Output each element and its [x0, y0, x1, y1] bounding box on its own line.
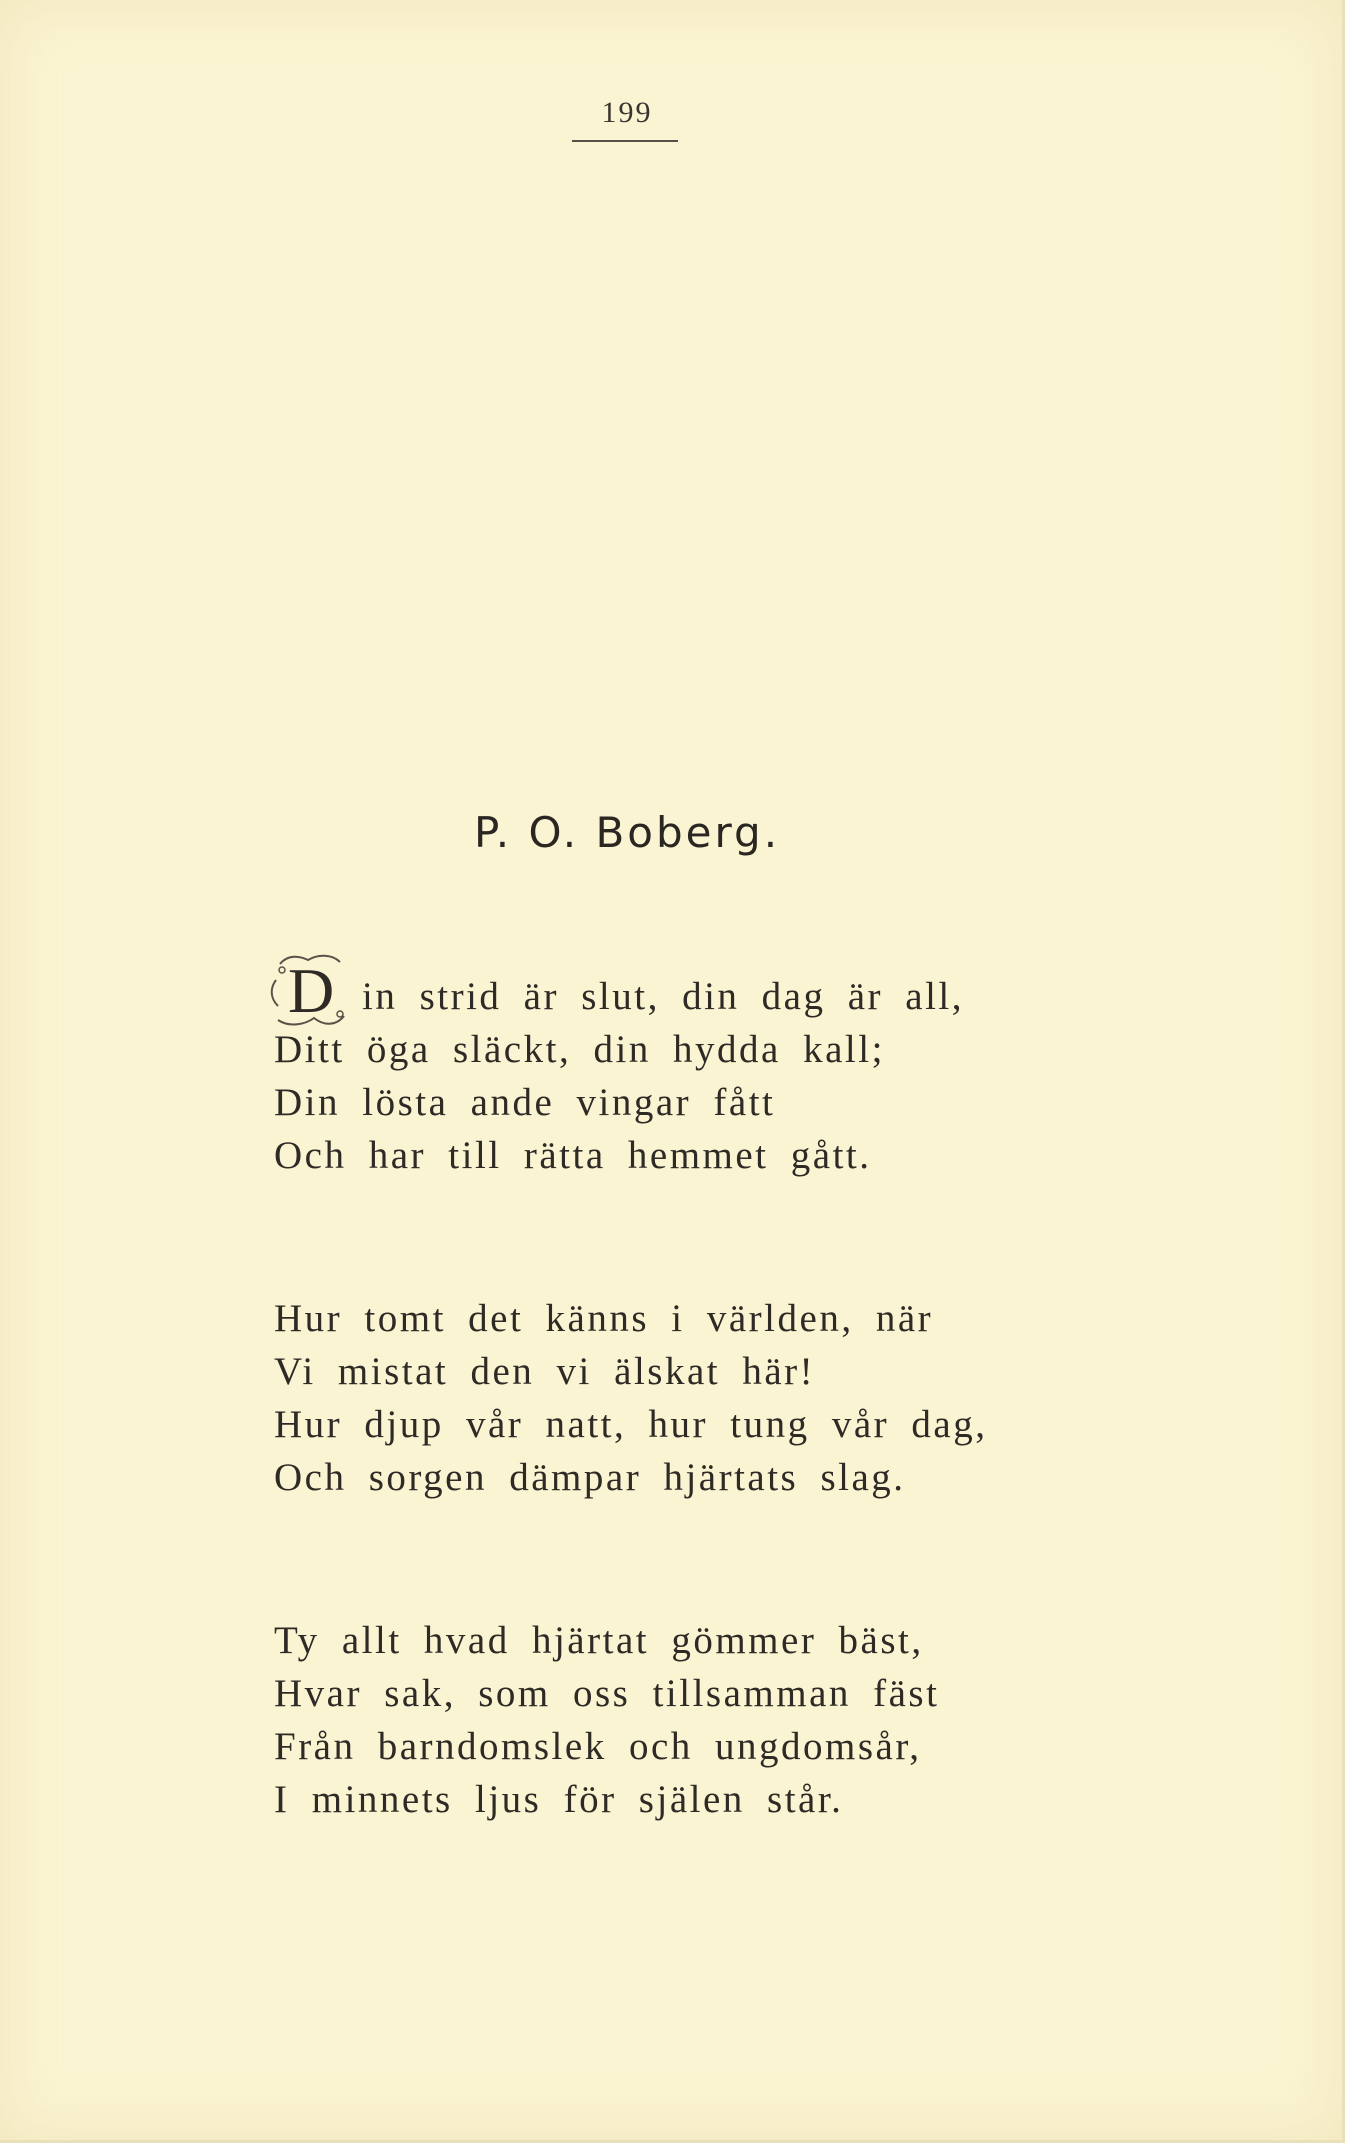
poem-line: Din lösta ande vingar fått [274, 1081, 776, 1124]
stanza-3 [274, 1614, 1034, 1826]
poem-line: Och sorgen dämpar hjärtats slag. [274, 1456, 906, 1499]
poem-line-first [274, 955, 1034, 1026]
poem-line: Ty allt hvad hjärtat gömmer bäst, [274, 1619, 924, 1662]
poem-line: Hvar sak, som oss tillsamman fäst [274, 1672, 940, 1715]
drop-cap-letter: D [288, 955, 337, 1026]
poem-line: Vi mistat den vi älskat här! [274, 1350, 816, 1393]
ornamental-drop-cap-icon [270, 950, 352, 1032]
poem-line: Hur djup vår natt, hur tung vår dag, [274, 1403, 988, 1446]
poem-line: Ditt öga släckt, din hydda kall; [274, 1028, 885, 1071]
poem-line: I minnets ljus för själen står. [274, 1778, 844, 1821]
stanza-2 [274, 1292, 1034, 1504]
poem-line: Och har till rätta hemmet gått. [274, 1134, 872, 1177]
stanza-1 [274, 955, 1034, 1182]
page-number: 199 [601, 96, 653, 129]
poem-line: Hur tomt det känns i världen, när [274, 1297, 934, 1340]
poem-line: Från barndomslek och ungdomsår, [274, 1725, 922, 1768]
page-number-rule [572, 140, 678, 142]
first-line-text: in strid är slut, din dag är all, [362, 975, 964, 1018]
author-heading: P. O. Boberg. [473, 808, 781, 857]
poem [274, 955, 1034, 1936]
